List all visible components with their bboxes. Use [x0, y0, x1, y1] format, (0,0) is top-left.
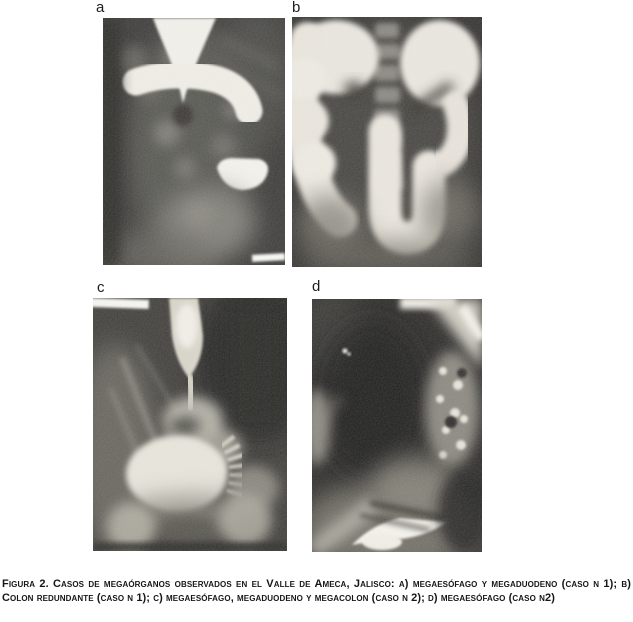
panel-label-b: b [292, 0, 301, 16]
panel-label-d: d [312, 278, 321, 295]
film-grain [103, 18, 285, 265]
figure-caption: Figura 2. Casos de megaórganos observados en el Valle de Ameca, Jalisco: a) megaesófago y megaduodeno (caso n 1); b) Colon redundante (caso n 1); c) megaesófago, megaduodeno y megacolon (caso n 2); d) megaesófago (caso n2) [2, 578, 631, 604]
panel-label-c: c [97, 279, 105, 296]
panel-label-a: a [96, 0, 105, 16]
xray-image-a [103, 18, 285, 265]
xray-image-d [312, 299, 482, 552]
film-grain [93, 298, 287, 551]
xray-image-b [292, 17, 482, 267]
film-grain [292, 17, 482, 267]
film-grain [312, 299, 482, 552]
xray-image-c [93, 298, 287, 551]
